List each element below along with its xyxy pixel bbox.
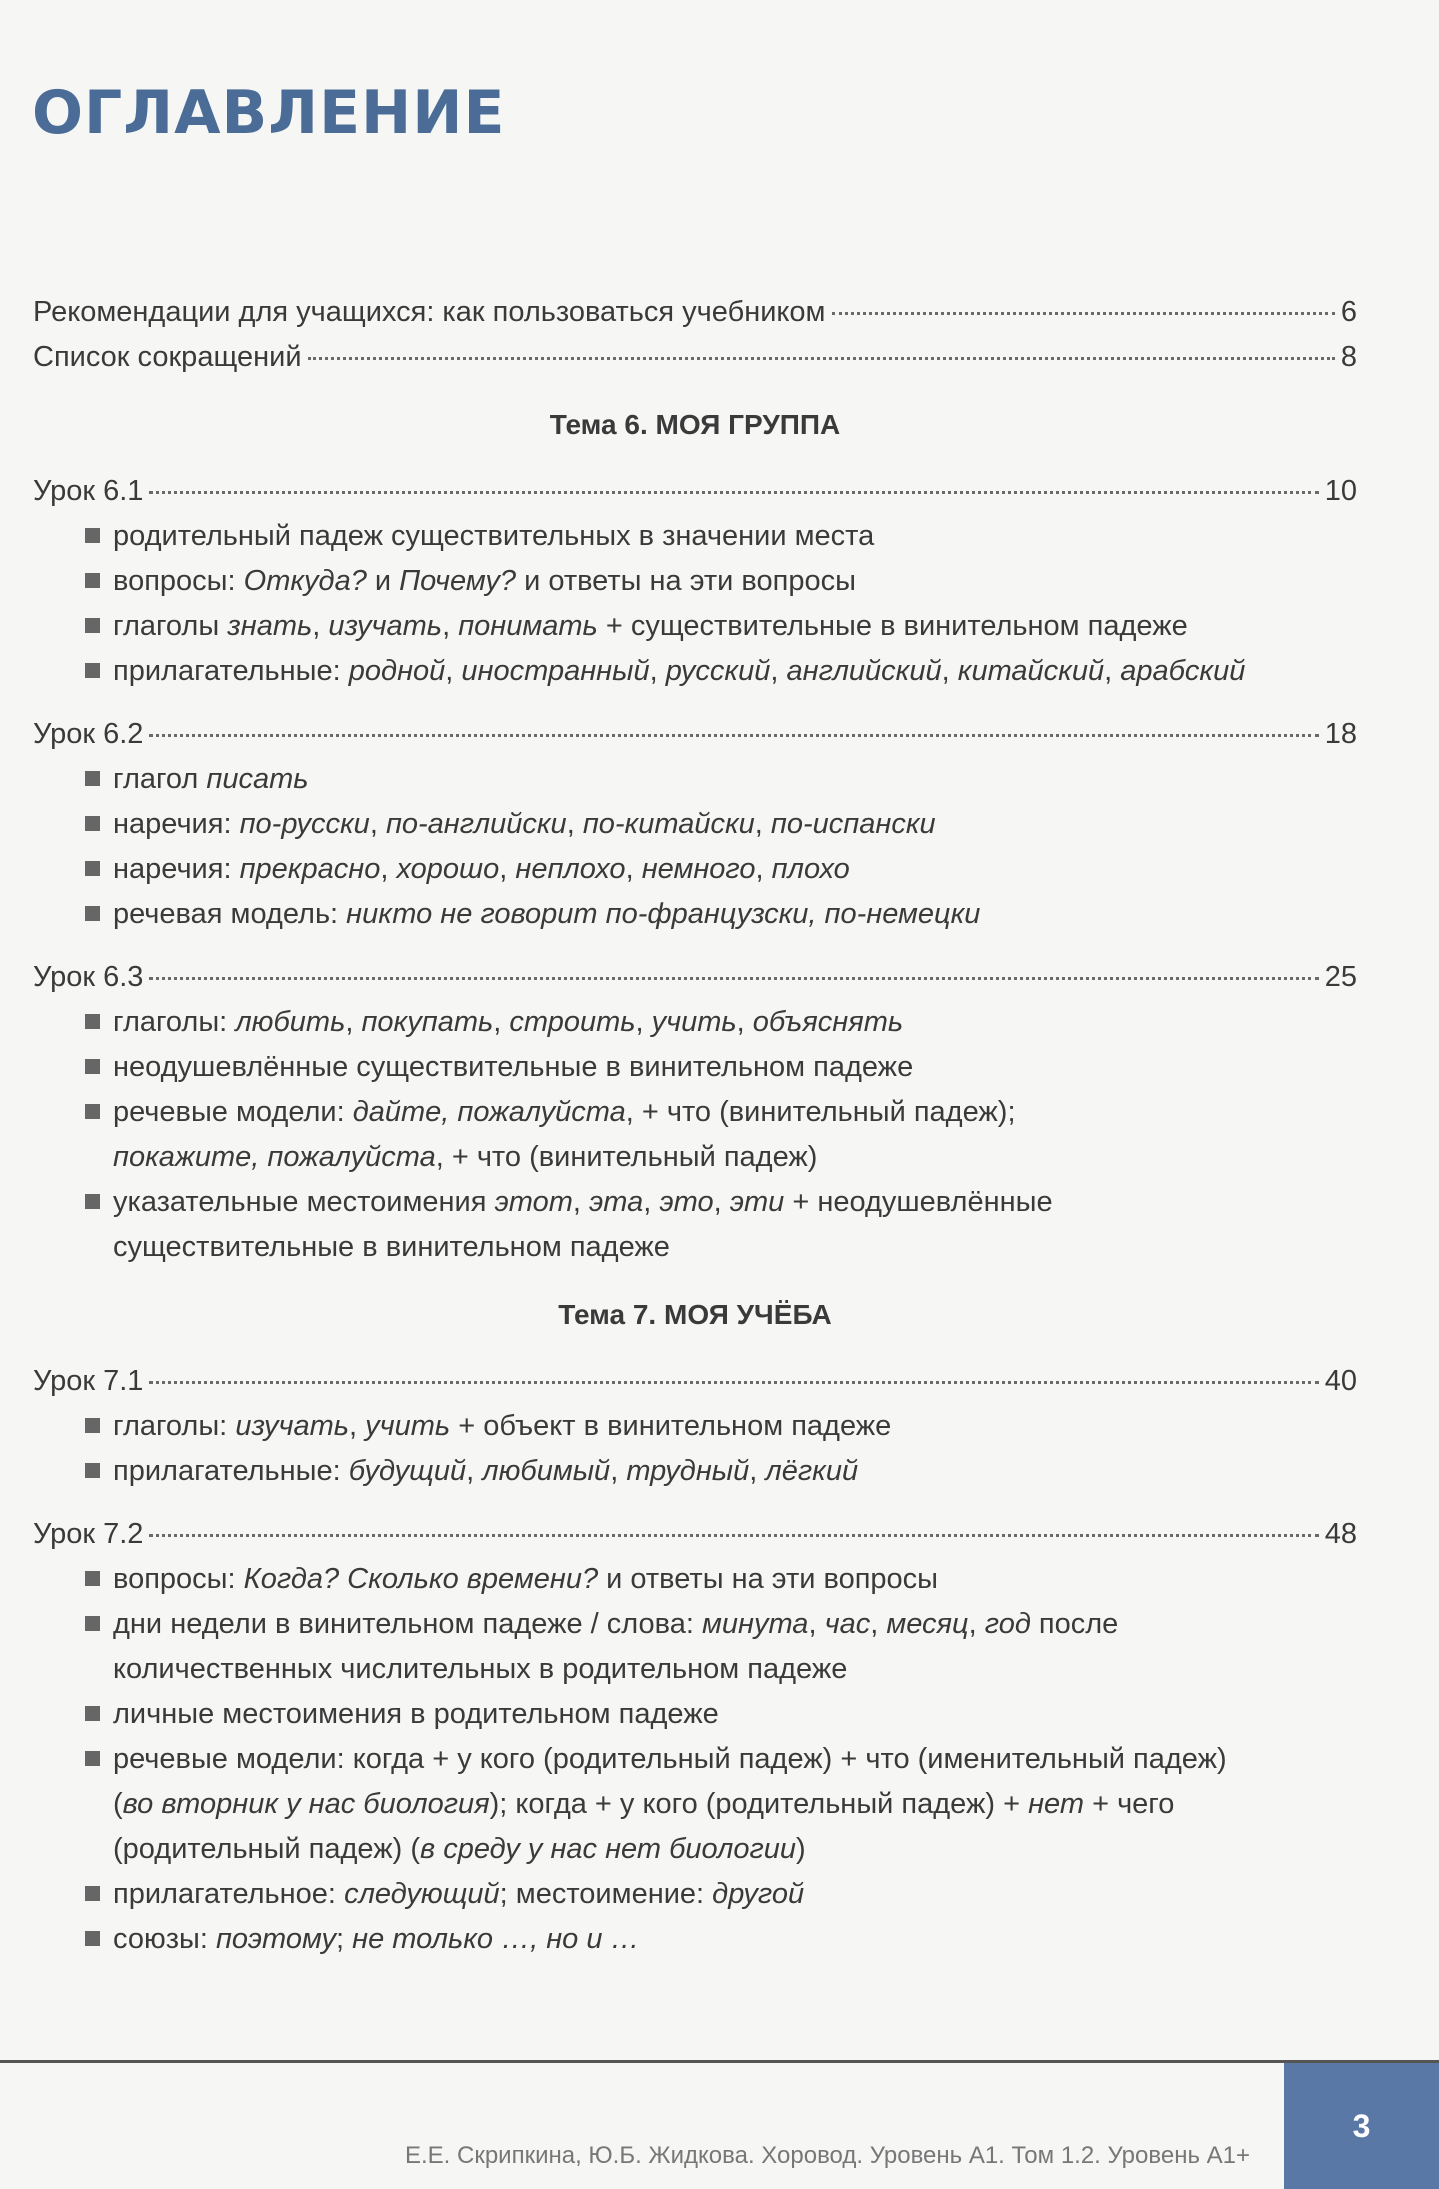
list-item-text: речевые модели: дайте, пожалуйста, + что (винительный падеж); покажите, пожалуйста, + что (винительный падеж): [113, 1096, 1016, 1173]
list-item: [85, 1000, 1357, 1045]
page-number: 3: [1284, 2063, 1439, 2189]
table-of-contents: [33, 290, 1357, 1962]
entry-page-number: 6: [1340, 296, 1357, 328]
list-item: [85, 1090, 1357, 1180]
square-bullet-icon: [85, 1706, 100, 1721]
list-item-text: глаголы: любить, покупать, строить, учить, объяснять: [113, 1006, 904, 1038]
square-bullet-icon: [85, 1194, 100, 1209]
square-bullet-icon: [85, 1059, 100, 1074]
list-item-text: речевые модели: когда + у кого (родительный падеж) + что (именительный падеж) (во вторник у нас биология); когда + у кого (родительный падеж) + нет + чего (родительный падеж) (в среду у нас нет биологии): [113, 1743, 1227, 1865]
entry-label: Урок 6.2: [33, 718, 144, 750]
list-item-text: указательные местоимения этот, эта, это, эти + неодушевлённые существительные в винительном падеже: [113, 1186, 1053, 1263]
lesson-entry[interactable]: [33, 955, 1357, 1000]
lesson-entry[interactable]: [33, 1512, 1357, 1557]
footer-divider: [0, 2060, 1439, 2063]
entry-page-number: 10: [1324, 475, 1357, 507]
square-bullet-icon: [85, 906, 100, 921]
entry-page-number: 25: [1324, 961, 1357, 993]
list-item-text: союзы: поэтому; не только …, но и …: [113, 1923, 640, 1955]
square-bullet-icon: [85, 1751, 100, 1766]
dot-leader: [149, 734, 1318, 737]
entry-label: Урок 7.1: [33, 1365, 144, 1397]
lesson-topics-list: [33, 757, 1357, 937]
list-item: [85, 847, 1357, 892]
footer-text: Е.Е. Скрипкина, Ю.Б. Жидкова. Хоровод. Уровень А1. Том 1.2. Уровень А1+: [404, 2142, 1250, 2169]
list-item-text: прилагательное: следующий; местоимение: другой: [113, 1878, 805, 1910]
square-bullet-icon: [85, 1418, 100, 1433]
list-item: [85, 1872, 1357, 1917]
square-bullet-icon: [85, 663, 100, 678]
list-item: [85, 1180, 1357, 1270]
list-item-text: родительный падеж существительных в значении места: [113, 520, 875, 552]
topic-heading: Тема 7. МОЯ УЧЁБА: [558, 1299, 832, 1330]
square-bullet-icon: [85, 528, 100, 543]
list-item-text: глаголы: изучать, учить + объект в винительном падеже: [113, 1410, 892, 1442]
list-item-text: глаголы знать, изучать, понимать + существительные в винительном падеже: [113, 610, 1188, 642]
spacer: [33, 937, 1357, 955]
entry-page-number: 18: [1324, 718, 1357, 750]
entry-label: Урок 6.3: [33, 961, 144, 993]
spacer: [33, 1494, 1357, 1512]
list-item: [85, 1917, 1357, 1962]
lesson-topics-list: [33, 1000, 1357, 1270]
list-item: [85, 802, 1357, 847]
list-item: [85, 604, 1357, 649]
spacer: [33, 694, 1357, 712]
list-item: [85, 1692, 1357, 1737]
square-bullet-icon: [85, 573, 100, 588]
square-bullet-icon: [85, 861, 100, 876]
dot-leader: [149, 977, 1318, 980]
square-bullet-icon: [85, 1104, 100, 1119]
spacer: [33, 380, 1357, 402]
list-item: [85, 1449, 1357, 1494]
entry-page-number: 48: [1324, 1518, 1357, 1550]
list-item-text: прилагательные: родной, иностранный, русский, английский, китайский, арабский: [113, 655, 1246, 687]
square-bullet-icon: [85, 1571, 100, 1586]
list-item-text: вопросы: Откуда? и Почему? и ответы на эти вопросы: [113, 565, 856, 597]
dot-leader: [149, 1534, 1318, 1537]
list-item: [85, 1045, 1357, 1090]
square-bullet-icon: [85, 1886, 100, 1901]
square-bullet-icon: [85, 1463, 100, 1478]
list-item: [85, 1737, 1357, 1872]
dot-leader: [149, 491, 1318, 494]
square-bullet-icon: [85, 1014, 100, 1029]
lesson-entry[interactable]: [33, 1359, 1357, 1404]
square-bullet-icon: [85, 771, 100, 786]
list-item: [85, 1557, 1357, 1602]
entry-label: Список сокращений: [33, 341, 302, 373]
list-item: [85, 1404, 1357, 1449]
list-item: [85, 892, 1357, 937]
lesson-topics-list: [33, 1557, 1357, 1962]
lesson-entry[interactable]: [33, 712, 1357, 757]
dot-leader: [832, 312, 1335, 315]
square-bullet-icon: [85, 1616, 100, 1631]
dot-leader: [149, 1381, 1318, 1384]
list-item: [85, 757, 1357, 802]
square-bullet-icon: [85, 816, 100, 831]
spacer: [33, 1337, 1357, 1359]
list-item-text: личные местоимения в родительном падеже: [113, 1698, 719, 1730]
list-item: [85, 514, 1357, 559]
topic-heading: Тема 6. МОЯ ГРУППА: [549, 409, 841, 440]
spacer: [33, 1270, 1357, 1292]
list-item-text: наречия: прекрасно, хорошо, неплохо, немного, плохо: [113, 853, 850, 885]
list-item-text: речевая модель: никто не говорит по-французски, по-немецки: [113, 898, 981, 930]
lesson-entry[interactable]: [33, 469, 1357, 514]
entry-label: Урок 7.2: [33, 1518, 144, 1550]
list-item-text: вопросы: Когда? Сколько времени? и ответы на эти вопросы: [113, 1563, 939, 1595]
lesson-topics-list: [33, 514, 1357, 694]
list-item-text: глагол писать: [113, 763, 309, 795]
square-bullet-icon: [85, 1931, 100, 1946]
entry-page-number: 8: [1340, 341, 1357, 373]
entry-label: Рекомендации для учащихся: как пользоваться учебником: [33, 296, 826, 328]
list-item-text: прилагательные: будущий, любимый, трудный, лёгкий: [113, 1455, 859, 1487]
lesson-topics-list: [33, 1404, 1357, 1494]
list-item-text: наречия: по-русски, по-английски, по-китайски, по-испански: [113, 808, 936, 840]
dot-leader: [308, 357, 1335, 360]
toc-entry[interactable]: [33, 335, 1357, 380]
list-item-text: неодушевлённые существительные в винительном падеже: [113, 1051, 914, 1083]
entry-page-number: 40: [1324, 1365, 1357, 1397]
list-item: [85, 649, 1357, 694]
list-item: [85, 1602, 1357, 1692]
spacer: [33, 447, 1357, 469]
list-item-text: дни недели в винительном падеже / слова: минута, час, месяц, год после количественных числительных в родительном падеже: [113, 1608, 1119, 1685]
square-bullet-icon: [85, 618, 100, 633]
page-title: ОГЛАВЛЕНИЕ: [32, 78, 506, 148]
toc-entry[interactable]: [33, 290, 1357, 335]
list-item: [85, 559, 1357, 604]
entry-label: Урок 6.1: [33, 475, 144, 507]
